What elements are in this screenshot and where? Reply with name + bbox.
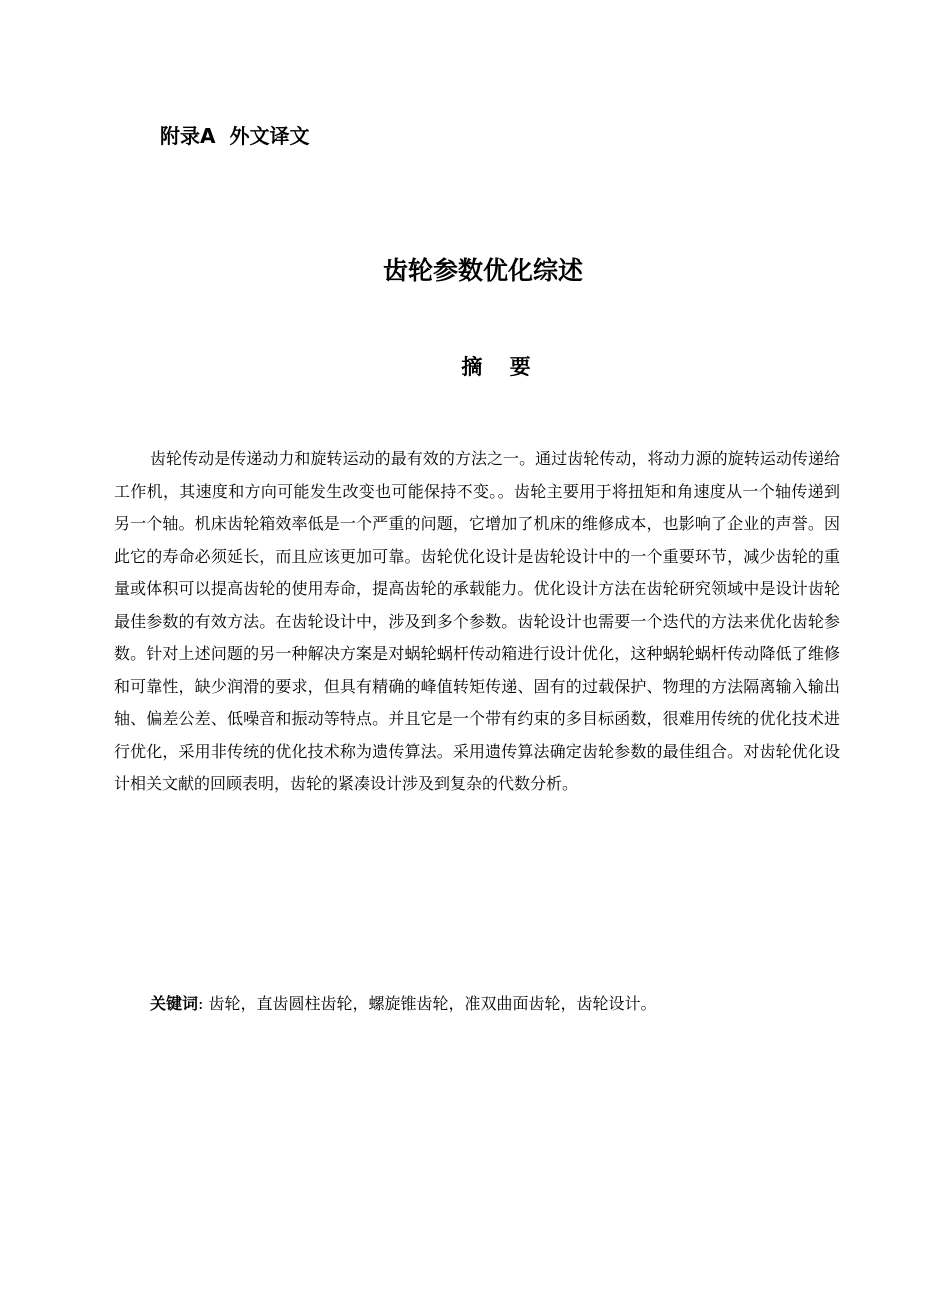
abstract-paragraph: 齿轮传动是传递动力和旋转运动的最有效的方法之一。通过齿轮传动，将动力源的旋转运动传递给工作机，其速度和方向可能发生改变也可能保持不变。。齿轮主要用于将扭矩和角速度从一个轴传递到另一个轴。机床齿轮箱效率低是一个严重的问题，它增加了机床的维修成本，也影响了企业的声誉。因此它的寿命必须延长，而且应该更加可靠。齿轮优化设计是齿轮设计中的一个重要环节，减少齿轮的重量或体积可以提高齿轮的使用寿命，提高齿轮的承载能力。优化设计方法在齿轮研究领域中是设计齿轮最佳参数的有效方法。在齿轮设计中，涉及到多个参数。齿轮设计也需要一个迭代的方法来优化齿轮参数。针对上述问题的另一种解决方案是对蜗轮蜗杆传动箱进行设计优化，这种蜗轮蜗杆传动降低了维修和可靠性，缺少润滑的要求，但具有精确的峰值转矩传递、固有的过载保护、物理的方法隔离输入输出轴、偏差公差、低噪音和振动等特点。并且它是一个带有约束的多目标函数，很难用传统的优化技术进行优化，采用非传统的优化技术称为遗传算法。采用遗传算法确定齿轮参数的最佳组合。对齿轮优化设计相关文献的回顾表明，齿轮的紧凑设计涉及到复杂的代数分析。: [114, 449, 840, 793]
appendix-label: 附录A: [160, 124, 216, 148]
keywords-text: 齿轮，直齿圆柱齿轮，螺旋锥齿轮，准双曲面齿轮，齿轮设计。: [208, 994, 657, 1013]
document-title: 齿轮参数优化综述: [382, 256, 583, 285]
keywords-label: 关键词: [150, 994, 199, 1013]
keywords-line: [150, 990, 657, 1018]
keywords-separator: :: [198, 994, 204, 1013]
abstract-heading: 摘 要: [461, 355, 541, 379]
appendix-heading: [160, 122, 309, 150]
appendix-title: 外文译文: [229, 124, 310, 148]
